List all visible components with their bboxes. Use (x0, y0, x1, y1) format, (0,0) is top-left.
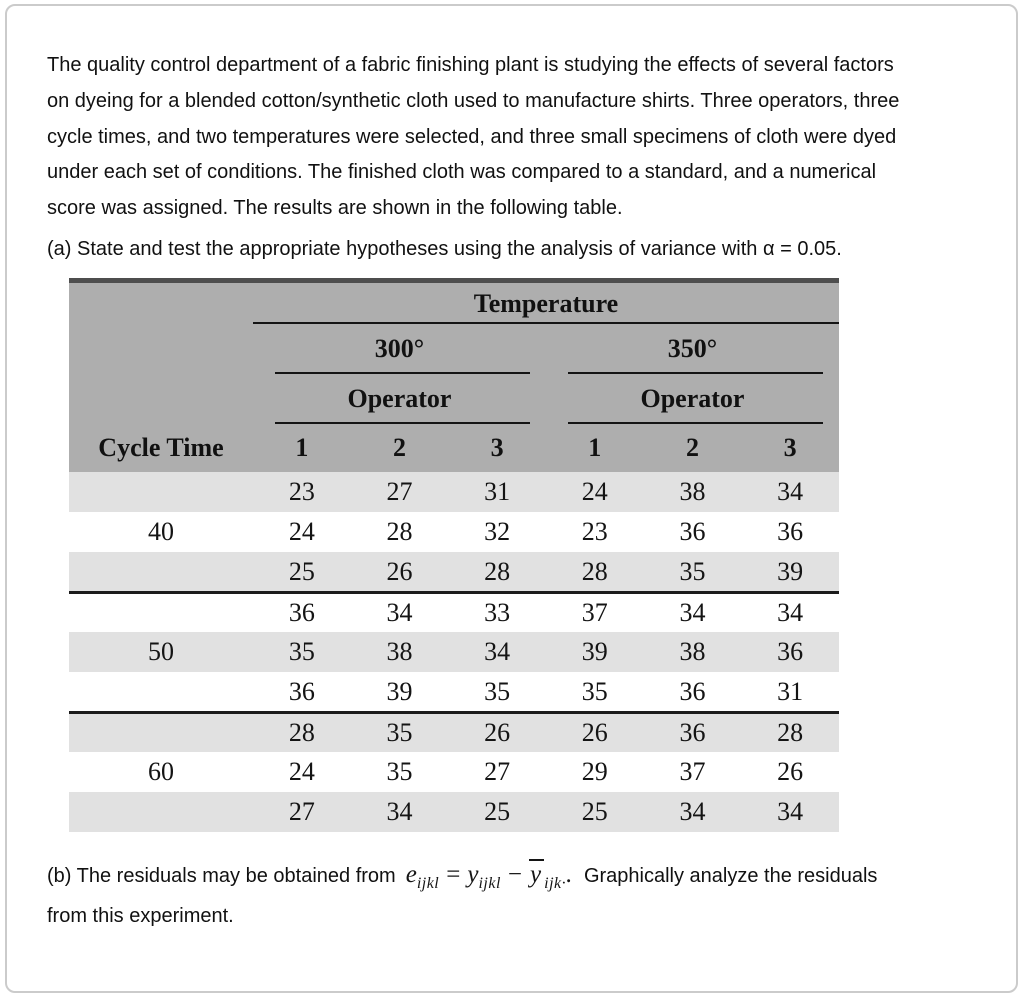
data-cell: 24 (288, 757, 315, 787)
data-cell: 28 (777, 718, 804, 748)
part-a-text: (a) State and test the appropriate hypotheses using the analysis of variance with α = 0.05. (47, 237, 842, 260)
data-cell: 25 (484, 797, 511, 827)
operator-col-header: 1 (253, 424, 351, 472)
data-cell: 36 (679, 517, 706, 547)
formula-e-subscript: ijkl (416, 875, 440, 893)
table-body (69, 472, 839, 832)
data-cell: 32 (484, 517, 511, 547)
data-cell: 26 (581, 718, 608, 748)
cycle-time-cell: 50 (148, 637, 174, 667)
operator-300-header: Operator (253, 374, 546, 424)
data-cell: 35 (679, 556, 706, 586)
y-bar (529, 859, 544, 888)
cycle-time-cell (69, 792, 253, 832)
table-row (69, 592, 839, 632)
data-cell: 24 (581, 477, 608, 507)
table-row (69, 472, 839, 512)
table-row (69, 712, 839, 752)
data-cell: 35 (386, 718, 413, 748)
results-table (69, 278, 839, 833)
data-cell: 39 (777, 556, 804, 586)
data-cell: 36 (679, 676, 706, 706)
data-cell: 36 (679, 718, 706, 748)
cycle-time-cell: 40 (148, 517, 174, 547)
data-cell: 29 (581, 757, 608, 787)
data-cell: 31 (484, 477, 511, 507)
part-b-text (47, 858, 986, 893)
header-row-temperature (69, 280, 839, 324)
operator-350-header: Operator (546, 374, 839, 424)
data-cell: 39 (581, 637, 608, 667)
cycle-time-cell (69, 672, 253, 712)
data-cell: 27 (386, 477, 413, 507)
data-cell: 24 (288, 517, 315, 547)
data-cell: 27 (484, 757, 511, 787)
data-cell: 34 (679, 797, 706, 827)
data-cell: 34 (777, 477, 804, 507)
data-cell: 34 (777, 598, 804, 628)
table-row (69, 752, 839, 792)
data-cell: 38 (679, 477, 706, 507)
empty-header-cell (69, 280, 253, 324)
part-b-line2: from this experiment. (47, 905, 234, 928)
data-cell: 35 (386, 757, 413, 787)
table-row (69, 512, 839, 552)
operator-col-header: 2 (351, 424, 449, 472)
header-row-columns (69, 424, 839, 472)
data-cell: 34 (386, 598, 413, 628)
data-cell: 36 (777, 517, 804, 547)
data-cell: 38 (679, 637, 706, 667)
intro-line: score was assigned. The results are shown in the following table. (47, 197, 623, 220)
data-cell: 31 (777, 676, 804, 706)
formula-period: . (566, 861, 573, 889)
formula-y-subscript: ijkl (478, 875, 501, 893)
problem-statement (47, 48, 982, 227)
data-cell: 35 (288, 637, 315, 667)
temp-300-header: 300° (253, 324, 546, 374)
data-cell: 25 (288, 556, 315, 586)
data-cell: 25 (581, 797, 608, 827)
temp-350-header: 350° (546, 324, 839, 374)
data-cell: 26 (484, 718, 511, 748)
document-page (5, 4, 1018, 993)
data-cell: 27 (288, 797, 315, 827)
data-cell: 38 (386, 637, 413, 667)
header-row-operator (69, 374, 839, 424)
part-b-before-formula: (b) The residuals may be obtained from (47, 865, 396, 888)
empty-header-cell (69, 324, 253, 374)
data-cell: 36 (288, 676, 315, 706)
data-cell: 35 (484, 676, 511, 706)
data-cell: 39 (386, 676, 413, 706)
intro-line: on dyeing for a blended cotton/synthetic cloth used to manufacture shirts. Three operators, three (47, 89, 900, 112)
table-row (69, 632, 839, 672)
table-row (69, 792, 839, 832)
formula-e: e (405, 861, 417, 889)
cycle-time-cell (69, 472, 253, 512)
cycle-time-header: Cycle Time (69, 424, 253, 472)
cycle-time-cell (69, 712, 253, 752)
empty-header-cell (69, 374, 253, 424)
data-cell: 28 (581, 556, 608, 586)
data-cell: 26 (777, 757, 804, 787)
operator-col-header: 2 (644, 424, 742, 472)
table-row (69, 552, 839, 592)
residual-formula (405, 861, 573, 893)
data-cell: 36 (288, 598, 315, 628)
data-cell: 34 (484, 637, 511, 667)
table-row (69, 672, 839, 712)
formula-y: y (467, 861, 479, 889)
data-cell: 28 (386, 517, 413, 547)
operator-col-header: 3 (741, 424, 839, 472)
intro-line: cycle times, and two temperatures were selected, and three small specimens of cloth were dyed (47, 125, 897, 148)
data-cell: 26 (386, 556, 413, 586)
cycle-time-cell (69, 552, 253, 592)
temperature-header: Temperature (253, 280, 839, 324)
data-cell: 34 (777, 797, 804, 827)
data-cell: 34 (679, 598, 706, 628)
data-cell: 37 (679, 757, 706, 787)
data-cell: 23 (581, 517, 608, 547)
operator-col-header: 3 (448, 424, 546, 472)
formula-ybar-y: y (530, 861, 542, 889)
data-cell: 28 (288, 718, 315, 748)
formula-ybar-subscript: ijk· (544, 875, 567, 893)
equals-sign: = (446, 861, 461, 889)
data-cell: 33 (484, 598, 511, 628)
minus-sign: − (507, 861, 523, 889)
table-header (69, 280, 839, 472)
data-cell: 35 (581, 676, 608, 706)
cycle-time-cell: 60 (148, 757, 174, 787)
part-b-after-formula: Graphically analyze the residuals (583, 865, 878, 888)
data-cell: 23 (288, 477, 315, 507)
header-row-temp-levels (69, 324, 839, 374)
cycle-time-cell (69, 592, 253, 632)
data-cell: 36 (777, 637, 804, 667)
intro-line: under each set of conditions. The finished cloth was compared to a standard, and a numerical (47, 161, 877, 184)
data-cell: 34 (386, 797, 413, 827)
operator-col-header: 1 (546, 424, 644, 472)
data-cell: 28 (484, 556, 511, 586)
data-cell: 37 (581, 598, 608, 628)
intro-line: The quality control department of a fabric finishing plant is studying the effects of several factors (47, 54, 894, 76)
